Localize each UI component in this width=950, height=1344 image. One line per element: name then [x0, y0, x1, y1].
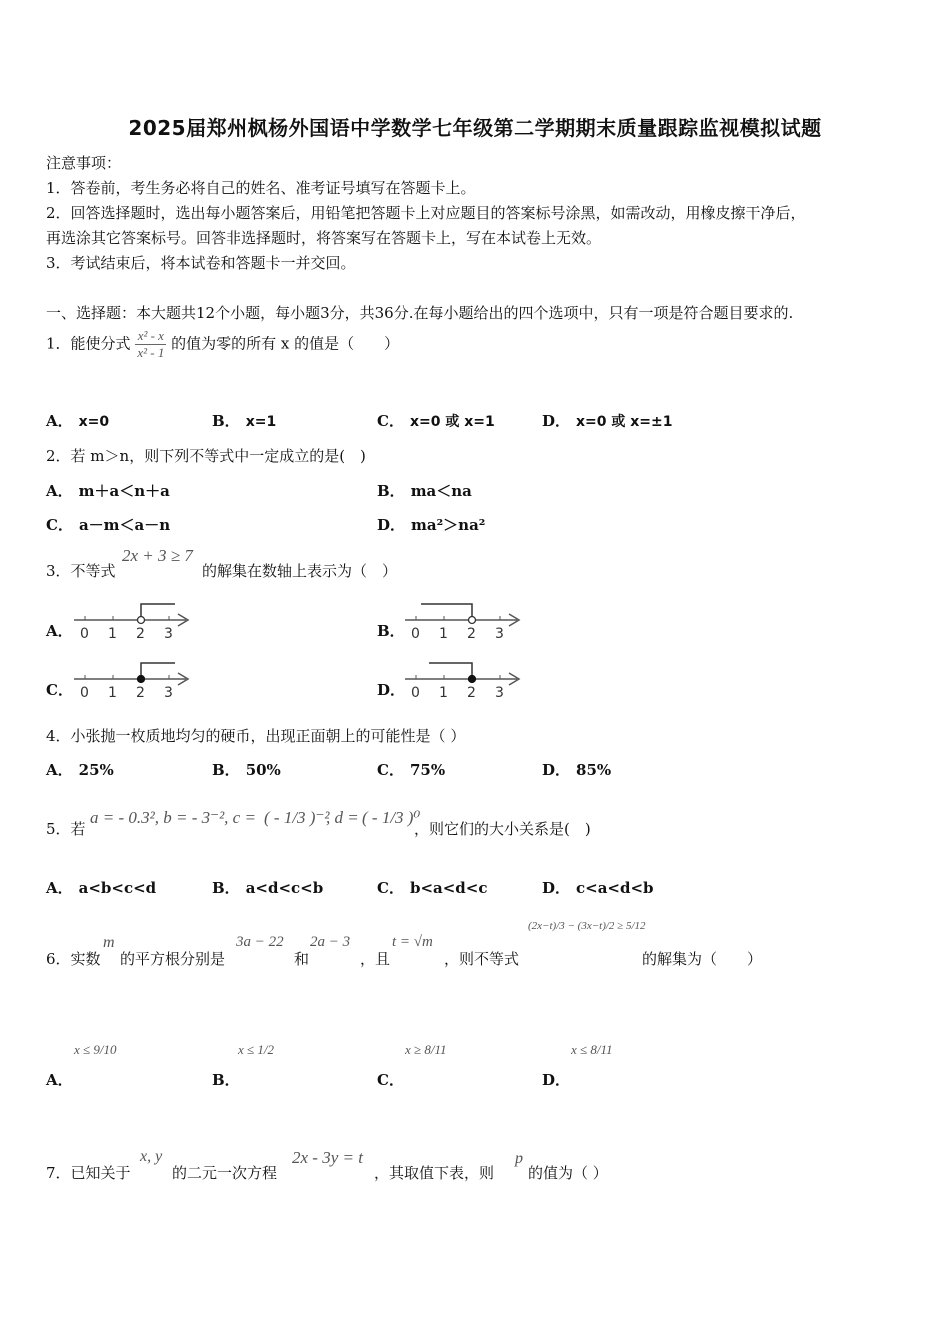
option-c[interactable]: C．: [377, 1071, 404, 1089]
option-d[interactable]: D． 85%: [542, 761, 612, 779]
svg-text:0: 0: [411, 685, 420, 701]
option-a[interactable]: A． m＋a＜n＋a: [46, 482, 170, 500]
option-a[interactable]: A． x=0: [46, 412, 110, 430]
option-c[interactable]: C． b<a<d<c: [377, 879, 488, 897]
question-2: 2．若 m＞n，则下列不等式中一定成立的是( ): [46, 447, 366, 465]
notice-item: 2．回答选择题时，选出每小题答案后，用铅笔把答题卡上对应题目的答案标号涂黑，如需改动，用橡皮擦干净后，: [46, 204, 806, 222]
question-7-suffix: 的值为（ ）: [528, 1164, 608, 1182]
question-5-suffix: ，则它们的大小关系是( ): [414, 820, 591, 838]
inequality-expression: 2x + 3 ≥ 7: [122, 546, 193, 565]
svg-text:3: 3: [164, 626, 173, 642]
variable-m: m: [103, 934, 115, 951]
option-a[interactable]: A．: [46, 1071, 73, 1089]
notice-item: 1．答卷前，考生务必将自己的姓名、准考证号填写在答题卡上。: [46, 179, 476, 197]
option-b[interactable]: B． x=1: [212, 412, 277, 430]
section-heading: 一、选择题：本大题共12个小题，每小题3分，共36分.在每小题给出的四个选项中，只有一项是符合题目要求的.: [46, 304, 794, 322]
svg-text:0: 0: [411, 626, 420, 642]
expression-c-value: ( - 1/3 )⁻²: [264, 808, 330, 827]
option-d[interactable]: D．: [542, 1071, 571, 1089]
question-6-text: ，且: [360, 950, 391, 968]
fraction-expression: $\frac{\text{x² - x}}{\text{x² - 1}}$: [137, 328, 165, 360]
question-6-text: 和: [294, 950, 310, 968]
option-c[interactable]: C． x=0 或 x=1: [377, 412, 495, 430]
svg-text:1: 1: [108, 685, 117, 701]
variables-x-y: x, y: [140, 1148, 163, 1165]
question-7-text: 的二元一次方程: [172, 1164, 278, 1182]
expression-root-1: 3a − 22: [236, 934, 284, 950]
number-line-b: [401, 598, 526, 644]
svg-text:3: 3: [495, 685, 504, 701]
option-b[interactable]: B． a<d<c<b: [212, 879, 324, 897]
expression-a-b-c: a = - 0.3², b = - 3⁻², c =: [90, 808, 256, 827]
option-c-expression: x ≥ 8/11: [405, 1042, 447, 1057]
option-b[interactable]: B． 50%: [212, 761, 281, 779]
option-b[interactable]: B．: [212, 1071, 240, 1089]
number-line-d: [401, 657, 526, 703]
svg-text:3: 3: [495, 626, 504, 642]
question-6-suffix: 的解集为（ ）: [642, 950, 763, 968]
question-7-prefix: 7．已知关于: [46, 1164, 131, 1182]
question-7-text: ，其取值下表，则: [374, 1164, 495, 1182]
svg-text:0: 0: [80, 626, 89, 642]
svg-text:2: 2: [136, 626, 145, 642]
option-c[interactable]: C． a－m＜a－n: [46, 516, 171, 534]
variable-p: p: [515, 1150, 523, 1167]
expression-root-2: 2a − 3: [310, 934, 351, 950]
expression-d-label: , d =: [326, 808, 359, 827]
question-6-text: ，则不等式: [444, 950, 520, 968]
option-d-expression: x ≤ 8/11: [571, 1042, 613, 1057]
option-a[interactable]: A． a<b<c<d: [46, 879, 157, 897]
question-4: 4．小张抛一枚质地均匀的硬币，出现正面朝上的可能性是（ ）: [46, 727, 466, 745]
svg-text:2: 2: [467, 626, 476, 642]
option-d[interactable]: D．: [377, 681, 406, 699]
option-b[interactable]: B．: [377, 622, 405, 640]
question-3-suffix: 的解集在数轴上表示为（ ）: [202, 562, 398, 580]
question-text: 的值为零的所有 x 的值是（ ）: [171, 334, 400, 353]
svg-text:0: 0: [80, 685, 89, 701]
notice-item: 再选涂其它答案标号。回答非选择题时，将答案写在答题卡上，写在本试卷上无效。: [46, 229, 602, 247]
svg-text:3: 3: [164, 685, 173, 701]
option-b-expression: x ≤ 1/2: [238, 1042, 275, 1057]
option-d[interactable]: D． c<a<d<b: [542, 879, 654, 897]
question-5-prefix: 5．若: [46, 820, 86, 838]
option-a[interactable]: A． 25%: [46, 761, 114, 779]
question-1: [46, 328, 399, 361]
option-b[interactable]: B． ma＜na: [377, 482, 472, 500]
option-c[interactable]: C．: [46, 681, 73, 699]
notice-item: 3．考试结束后，将本试卷和答题卡一并交回。: [46, 254, 356, 272]
svg-text:1: 1: [108, 626, 117, 642]
option-d[interactable]: D． x=0 或 x=±1: [542, 412, 673, 430]
question-6-prefix: 6．实数: [46, 950, 101, 968]
option-c[interactable]: C． 75%: [377, 761, 446, 779]
svg-text:1: 1: [439, 626, 448, 642]
page-title: 2025届郑州枫杨外国语中学数学七年级第二学期期末质量跟踪监视模拟试题: [128, 116, 822, 140]
inequality-expression: (2x−t)/3 − (3x−t)/2 ≥ 5/12: [528, 920, 646, 932]
question-3-prefix: 3．不等式: [46, 562, 116, 580]
question-text: 1．能使分式: [46, 334, 131, 353]
expression-d-value: ( - 1/3 )⁰: [362, 808, 421, 827]
expression-t: t = √m: [392, 934, 433, 950]
question-6-text: 的平方根分别是: [120, 950, 226, 968]
number-line-a: [70, 598, 195, 644]
option-d[interactable]: D． ma²＞na²: [377, 516, 486, 534]
svg-text:2: 2: [467, 685, 476, 701]
option-a[interactable]: A．: [46, 622, 73, 640]
notice-heading: 注意事项：: [46, 154, 122, 172]
number-line-c: [70, 657, 195, 703]
svg-text:2: 2: [136, 685, 145, 701]
option-a-expression: x ≤ 9/10: [74, 1042, 117, 1057]
svg-text:1: 1: [439, 685, 448, 701]
equation-expression: 2x - 3y = t: [292, 1148, 363, 1167]
